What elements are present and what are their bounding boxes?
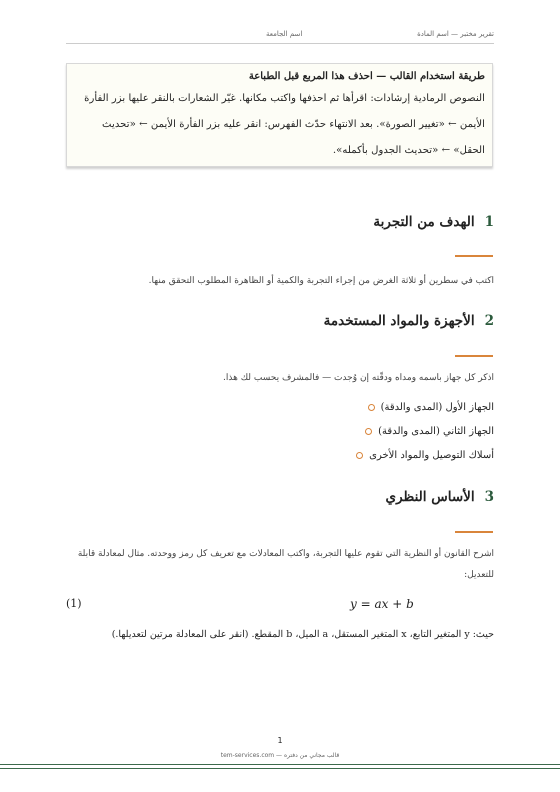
- equation[interactable]: y = ax + b: [350, 597, 414, 611]
- section-heading-equipment: [67, 313, 494, 333]
- page-number: 1: [277, 736, 283, 745]
- circle-bullet-icon: [365, 428, 372, 435]
- instructions-title: طريقة استخدام القالب — احذف هذا المربع قبل الطباعة: [248, 71, 485, 82]
- section-number: 3: [484, 489, 494, 505]
- section-number: 1: [484, 214, 494, 230]
- section-number: 2: [484, 313, 494, 329]
- equation-explanation: حيث: y المتغير التابع، x المتغير المستقل، a الميل، b المقطع. (انقر على المعادلة مرتين لتعديلها.): [111, 629, 494, 640]
- list-item: أسلاك التوصيل والمواد الأخرى: [67, 444, 494, 468]
- section-heading-theory: [67, 489, 494, 509]
- footer-rule: [0, 764, 560, 765]
- section-text-objective: اكتب في سطرين أو ثلاثة الغرض من إجراء التجربة والكمية أو الظاهرة المطلوب التحقق منها.: [148, 276, 494, 286]
- footer-credit: قالب مجاني من دفتره — tem-services.com: [220, 752, 340, 759]
- footer-rule: [0, 768, 560, 769]
- list-item: الجهاز الثاني (المدى والدقة): [67, 420, 494, 444]
- list-item: الجهاز الأول (المدى والدقة): [67, 396, 494, 420]
- circle-bullet-icon: [368, 404, 375, 411]
- equation-number: (1): [66, 597, 82, 610]
- section-heading-objective: [67, 214, 494, 234]
- equipment-list: [67, 396, 494, 468]
- section-text-equipment: اذكر كل جهاز باسمه ومداه ودقّته إن وُجدت — فالمشرف يحسب لك هذا.: [223, 373, 494, 383]
- circle-bullet-icon: [356, 452, 363, 459]
- section-rule: [455, 255, 493, 257]
- page-header: [66, 30, 494, 42]
- header-university: اسم الجامعة: [266, 30, 303, 38]
- section-title: الهدف من التجربة: [373, 214, 475, 230]
- header-rule: [66, 43, 494, 44]
- instructions-box[interactable]: [66, 63, 493, 167]
- equation-row: [66, 597, 493, 615]
- section-rule: [455, 355, 493, 357]
- section-text-theory: اشرح القانون أو النظرية التي تقوم عليها التجربة، واكتب المعادلات مع تعريف كل رمز ووحدته. مثال لمعادلة قابلة للتعديل:: [77, 549, 494, 580]
- section-title: الأجهزة والمواد المستخدمة: [323, 313, 475, 329]
- section-title: الأساس النظري: [385, 489, 475, 505]
- section-rule: [455, 531, 493, 533]
- instructions-body: النصوص الرمادية إرشادات: اقرأها ثم احذفها واكتب مكانها. غيّر الشعارات بالنقر عليها بزر الفأرة الأيمن ← «تغيير الصورة». بعد الانتهاء حدّث الفهرس: انقر عليه بزر الفأرة الأيمن ← «تحديث الحقل» ← «تحديث الجدول بأكمله».: [84, 93, 485, 156]
- header-doc-label: تقرير مختبر — اسم المادة: [417, 30, 494, 38]
